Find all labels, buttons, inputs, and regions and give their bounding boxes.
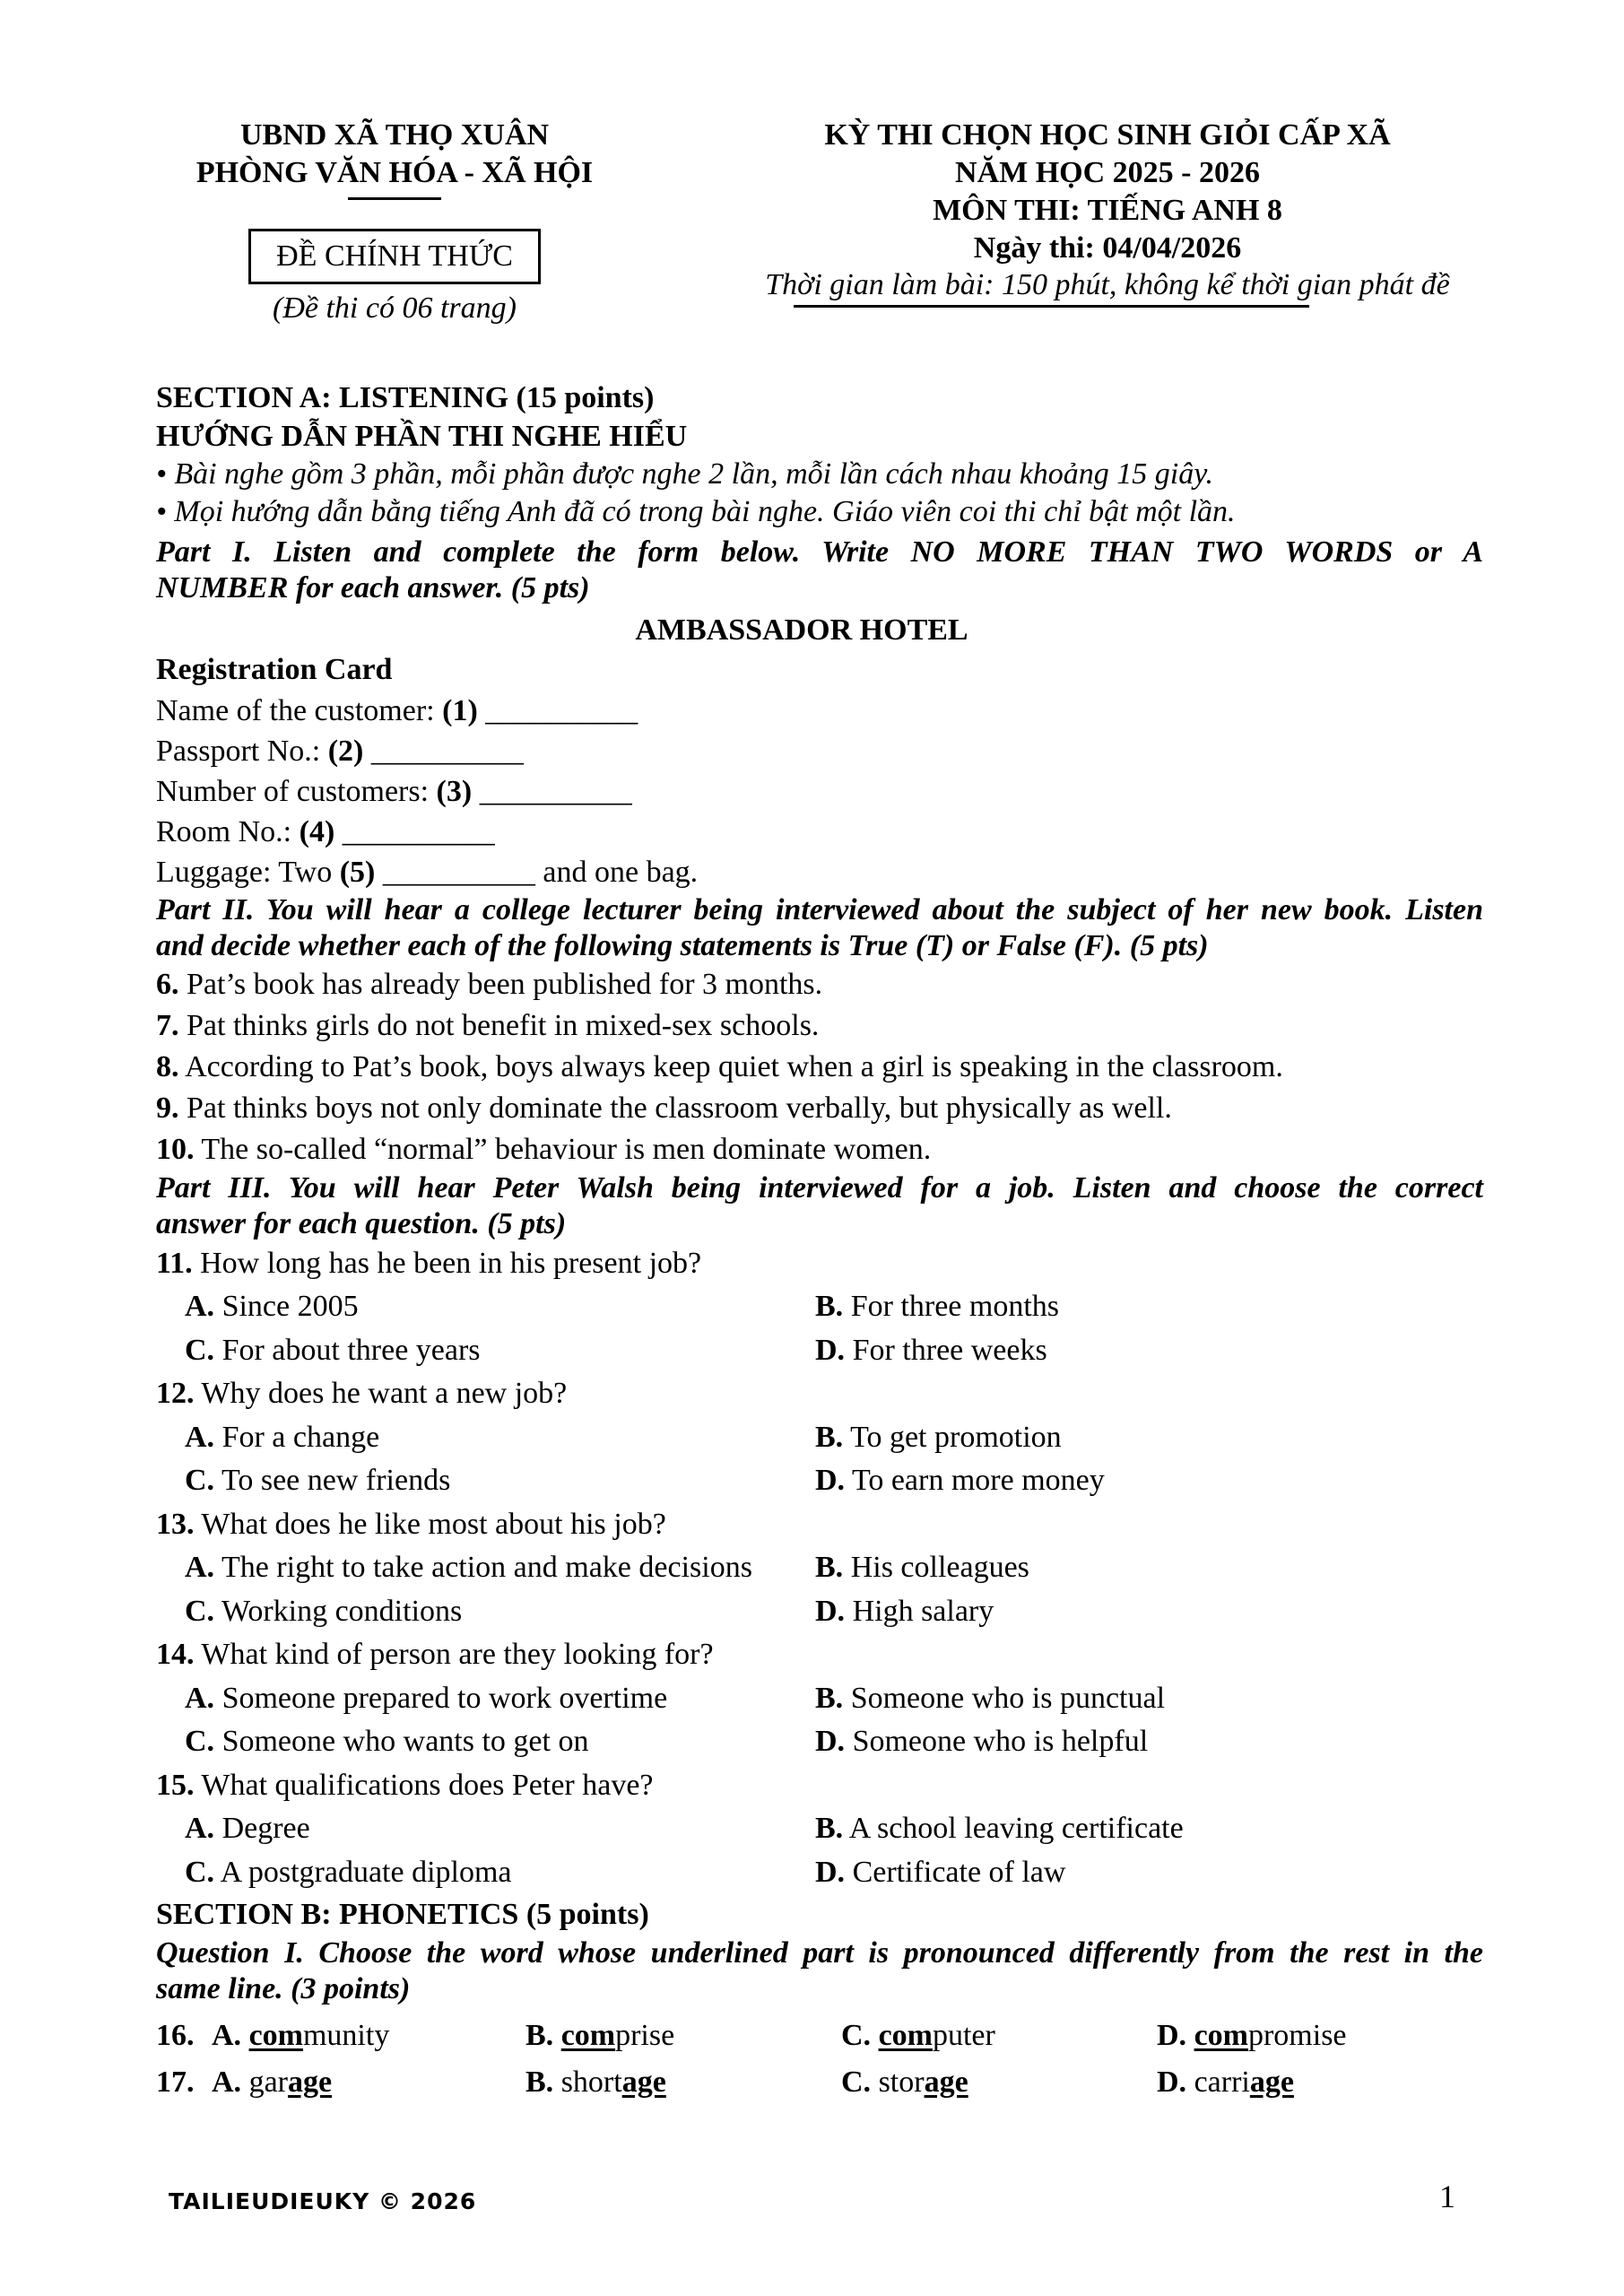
option-d xyxy=(815,1851,1483,1895)
option-a xyxy=(156,1677,815,1721)
underlined-part: com xyxy=(878,2019,933,2052)
part-instruction: Part III. You will hear Peter Walsh being interviewed for a job. Listen and choose the correct xyxy=(156,1170,1483,1205)
header-left xyxy=(135,117,655,327)
option-b xyxy=(815,1546,1483,1590)
blank-number: (1) xyxy=(442,693,478,727)
word-part: munity xyxy=(302,2019,390,2052)
question xyxy=(156,1503,1483,1547)
option-text: Certificate of law xyxy=(845,1855,1066,1889)
option-d xyxy=(815,1459,1483,1503)
option-label: B. xyxy=(815,1681,844,1715)
question-number: 17. xyxy=(156,2066,195,2099)
option-text: A school leaving certificate xyxy=(843,1812,1184,1845)
option-label: C. xyxy=(185,1725,215,1758)
answer-blank: __________ xyxy=(472,774,632,808)
form-field xyxy=(156,771,1483,812)
option-label: C. xyxy=(841,2019,872,2052)
option-label: A. xyxy=(185,1551,215,1584)
option-label: C. xyxy=(185,1594,215,1628)
form-title: Registration Card xyxy=(156,652,393,686)
option-label: B. xyxy=(815,1290,844,1323)
option-c xyxy=(156,1329,815,1373)
question-number: 15. xyxy=(156,1768,195,1802)
question xyxy=(156,1764,1483,1808)
answer-blank: __________ xyxy=(363,734,524,768)
option-label: A. xyxy=(185,1290,215,1323)
option-row xyxy=(156,1590,1483,1634)
option-d xyxy=(815,1329,1483,1373)
section-title: SECTION A: LISTENING (15 points) xyxy=(156,381,655,414)
word-part: stor xyxy=(878,2066,925,2099)
option-text: The right to take action and make decisions xyxy=(214,1551,752,1584)
option-row xyxy=(156,1677,1483,1721)
form-field xyxy=(156,812,1483,852)
option-label: D. xyxy=(815,1594,846,1628)
underlined-part: age xyxy=(287,2066,333,2099)
underlined-part: com xyxy=(560,2019,616,2052)
part-instruction: and decide whether each of the following statements is True (T) or False (F). (5 pts) xyxy=(156,928,1209,962)
option-b xyxy=(525,2059,841,2106)
guide-line: • Mọi hướng dẫn bằng tiếng Anh đã có trong bài nghe. Giáo viên coi thi chỉ bật một lần. xyxy=(156,494,1236,528)
underlined-part: com xyxy=(1194,2019,1248,2052)
option-d xyxy=(815,1720,1483,1764)
option-text: A postgraduate diploma xyxy=(214,1855,512,1889)
option-text: Working conditions xyxy=(214,1594,463,1628)
statement xyxy=(156,964,1483,1005)
part-instruction: NUMBER for each answer. (5 pts) xyxy=(156,570,590,604)
time-limit: Thời gian làm bài: 150 phút, không kể thời gian phát đề xyxy=(765,268,1450,301)
divider xyxy=(794,305,1309,308)
guide-title: HƯỚNG DẪN PHẦN THI NGHE HIỂU xyxy=(156,419,688,453)
underlined-part: age xyxy=(1249,2066,1294,2099)
question-number: 11. xyxy=(156,1246,193,1280)
item-number: 7. xyxy=(156,1008,179,1042)
option-label: B. xyxy=(525,2066,554,2099)
option-c xyxy=(841,2059,1157,2106)
option-a xyxy=(156,1416,815,1460)
option-label: D. xyxy=(1157,2066,1187,2099)
exam-date: Ngày thi: 04/04/2026 xyxy=(973,231,1242,265)
item-number: 8. xyxy=(156,1049,179,1083)
official-stamp: ĐỀ CHÍNH THỨC xyxy=(248,229,541,284)
question xyxy=(156,1372,1483,1416)
statement xyxy=(156,1088,1483,1129)
option-label: A. xyxy=(212,2066,242,2099)
option-label: D. xyxy=(1157,2019,1187,2052)
option-row xyxy=(156,1851,1483,1895)
question-number: 12. xyxy=(156,1377,195,1410)
form-field xyxy=(156,691,1483,731)
field-label: Name of the customer: xyxy=(156,693,443,727)
option-row xyxy=(156,1546,1483,1590)
answer-blank: __________ and one bag. xyxy=(375,855,699,889)
option-b xyxy=(525,2013,841,2059)
option-text: For three months xyxy=(843,1290,1059,1323)
word-part: prise xyxy=(615,2019,675,2052)
underlined-part: age xyxy=(621,2066,666,2099)
option-label: B. xyxy=(525,2019,554,2052)
part-instruction: answer for each question. (5 pts) xyxy=(156,1206,567,1240)
option-text: Someone who is helpful xyxy=(845,1725,1149,1758)
form-field xyxy=(156,731,1483,771)
option-c xyxy=(841,2013,1157,2059)
option-a xyxy=(212,2013,525,2059)
option-label: C. xyxy=(841,2066,872,2099)
department-name: PHÒNG VĂN HÓA - XÃ HỘI xyxy=(195,156,594,189)
option-b xyxy=(815,1416,1483,1460)
question-text: What kind of person are they looking for? xyxy=(194,1638,714,1671)
item-text: Pat’s book has already been published for 3 months. xyxy=(178,967,823,1001)
field-label: Room No.: xyxy=(156,814,300,848)
blank-number: (5) xyxy=(339,855,376,889)
item-text: Pat thinks girls do not benefit in mixed-sex schools. xyxy=(178,1008,820,1042)
part-instruction: Part I. Listen and complete the form below. Write NO MORE THAN TWO WORDS or A xyxy=(156,535,1483,569)
option-label: A. xyxy=(185,1812,215,1845)
item-text: The so-called “normal” behaviour is men dominate women. xyxy=(194,1132,932,1166)
field-label: Passport No.: xyxy=(156,734,328,768)
option-label: B. xyxy=(815,1812,844,1845)
option-text: To earn more money xyxy=(845,1464,1105,1497)
form-field xyxy=(156,852,1483,892)
option-label: C. xyxy=(185,1333,215,1367)
option-text: To see new friends xyxy=(214,1464,451,1497)
option-d xyxy=(1157,2013,1347,2059)
phonetics-row xyxy=(156,2013,1483,2059)
question-instruction: same line. (3 points) xyxy=(156,1972,411,2005)
option-a xyxy=(212,2059,525,2106)
option-b xyxy=(815,1677,1483,1721)
option-c xyxy=(156,1590,815,1634)
exam-body xyxy=(156,377,1483,2106)
option-label: D. xyxy=(815,1333,846,1367)
option-c xyxy=(156,1459,815,1503)
question-text: What qualifications does Peter have? xyxy=(194,1768,654,1802)
question-text: How long has he been in his present job? xyxy=(192,1246,702,1280)
option-d xyxy=(815,1590,1483,1634)
blank-number: (3) xyxy=(436,774,473,808)
subject: MÔN THI: TIẾNG ANH 8 xyxy=(933,194,1282,227)
part-instruction: Part II. You will hear a college lecturer being interviewed about the subject of her new book. Listen xyxy=(156,892,1483,926)
option-b xyxy=(815,1285,1483,1329)
underlined-part: com xyxy=(248,2019,303,2052)
question-instruction: Question I. Choose the word whose underlined part is pronounced differently from the rest in the xyxy=(156,1936,1483,1970)
answer-blank: __________ xyxy=(477,693,638,727)
section-title: SECTION B: PHONETICS (5 points) xyxy=(156,1898,649,1931)
question-text: Why does he want a new job? xyxy=(194,1377,568,1410)
statement xyxy=(156,1129,1483,1170)
underlined-part: age xyxy=(924,2066,968,2099)
word-part: puter xyxy=(932,2019,995,2052)
option-text: High salary xyxy=(845,1594,994,1628)
school-year: NĂM HỌC 2025 - 2026 xyxy=(955,156,1260,189)
footer-brand: TAILIEUDIEUKY © 2026 xyxy=(169,2188,477,2214)
option-text: Someone who wants to get on xyxy=(214,1725,589,1758)
phonetics-row xyxy=(156,2059,1483,2106)
option-text: Someone who is punctual xyxy=(843,1681,1166,1715)
question-number: 16. xyxy=(156,2019,195,2052)
option-text: Someone prepared to work overtime xyxy=(214,1681,668,1715)
option-text: For a change xyxy=(214,1420,380,1454)
option-c xyxy=(156,1720,815,1764)
option-c xyxy=(156,1851,815,1895)
page-count-note: (Đề thi có 06 trang) xyxy=(273,291,517,325)
answer-blank: __________ xyxy=(334,814,495,848)
option-row xyxy=(156,1329,1483,1373)
option-label: C. xyxy=(185,1464,215,1497)
exam-title: KỲ THI CHỌN HỌC SINH GIỎI CẤP XÃ xyxy=(824,118,1391,152)
word-part: carri xyxy=(1194,2066,1250,2099)
option-text: His colleagues xyxy=(843,1551,1029,1584)
option-text: Since 2005 xyxy=(214,1290,359,1323)
option-label: C. xyxy=(185,1855,215,1889)
option-label: D. xyxy=(815,1855,846,1889)
statement xyxy=(156,1005,1483,1047)
blank-number: (2) xyxy=(327,734,364,768)
item-number: 6. xyxy=(156,967,179,1001)
option-label: D. xyxy=(815,1725,846,1758)
option-a xyxy=(156,1285,815,1329)
question xyxy=(156,1633,1483,1677)
authority-name: UBND XÃ THỌ XUÂN xyxy=(239,118,550,152)
option-text: Degree xyxy=(214,1812,310,1845)
guide-line: • Bài nghe gồm 3 phần, mỗi phần được nghe 2 lần, mỗi lần cách nhau khoảng 15 giây. xyxy=(156,457,1213,491)
item-text: According to Pat’s book, boys always keep quiet when a girl is speaking in the classroom. xyxy=(178,1049,1283,1083)
option-row xyxy=(156,1285,1483,1329)
item-number: 10. xyxy=(156,1132,195,1166)
option-label: D. xyxy=(815,1464,846,1497)
item-text: Pat thinks boys not only dominate the classroom verbally, but physically as well. xyxy=(178,1091,1172,1125)
option-row xyxy=(156,1459,1483,1503)
option-row xyxy=(156,1720,1483,1764)
header-right xyxy=(659,117,1556,308)
divider xyxy=(348,197,441,200)
option-text: To get promotion xyxy=(843,1420,1062,1454)
word-part: gar xyxy=(248,2066,288,2099)
option-label: A. xyxy=(212,2019,242,2052)
option-label: A. xyxy=(185,1681,215,1715)
option-text: For about three years xyxy=(214,1333,481,1367)
option-text: For three weeks xyxy=(845,1333,1047,1367)
word-part: promise xyxy=(1247,2019,1347,2052)
word-part: short xyxy=(560,2066,622,2099)
option-row xyxy=(156,1416,1483,1460)
option-a xyxy=(156,1807,815,1851)
option-a xyxy=(156,1546,815,1590)
item-number: 9. xyxy=(156,1091,179,1125)
question xyxy=(156,1242,1483,1286)
question-number: 14. xyxy=(156,1638,195,1671)
option-label: B. xyxy=(815,1420,844,1454)
field-label: Luggage: Two xyxy=(156,855,340,889)
question-text: What does he like most about his job? xyxy=(194,1507,666,1541)
question-number: 13. xyxy=(156,1507,195,1541)
option-label: A. xyxy=(185,1420,215,1454)
statement xyxy=(156,1047,1483,1088)
option-row xyxy=(156,1807,1483,1851)
option-label: B. xyxy=(815,1551,844,1584)
option-b xyxy=(815,1807,1483,1851)
field-label: Number of customers: xyxy=(156,774,437,808)
blank-number: (4) xyxy=(299,814,335,848)
page-number: 1 xyxy=(1439,2179,1455,2214)
hotel-name: AMBASSADOR HOTEL xyxy=(635,613,968,647)
option-d xyxy=(1157,2059,1294,2106)
